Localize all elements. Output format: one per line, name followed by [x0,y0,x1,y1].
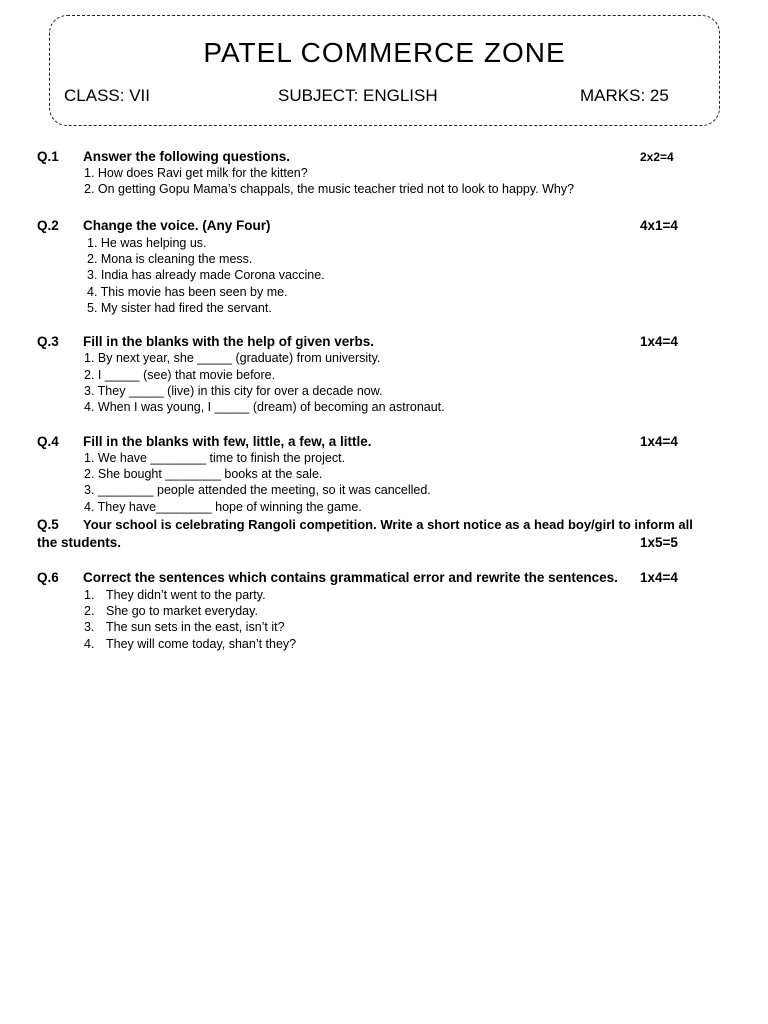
question-instruction: Correct the sentences which contains grammatical error and rewrite the sentences. [83,570,618,585]
question-item: 3. ________ people attended the meeting, so it was cancelled. [84,483,431,497]
question-item: 4. They have________ hope of winning the game. [84,500,362,514]
question-instruction-continued: the students. [37,535,122,550]
question-item: She go to market everyday. [106,604,258,618]
question-instruction: Change the voice. (Any Four) [83,218,271,233]
question-number: Q.4 [37,434,59,449]
question-marks: 2x2=4 [640,150,674,164]
question-item: 4. When I was young, I _____ (dream) of becoming an astronaut. [84,400,445,414]
question-item: 3. They _____ (live) in this city for over a decade now. [84,384,383,398]
question-item: 1. We have ________ time to finish the project. [84,451,346,465]
item-number: 1. [84,588,95,602]
question-instruction: Your school is celebrating Rangoli competition. Write a short notice as a head boy/girl to inform all [83,517,693,532]
question-instruction: Fill in the blanks with few, little, a few, a little. [83,434,372,449]
question-instruction: Fill in the blanks with the help of given verbs. [83,334,375,349]
question-item: 2. I _____ (see) that movie before. [84,368,276,382]
question-marks: 1x4=4 [640,570,678,585]
question-instruction: Answer the following questions. [83,149,291,164]
header-box [49,15,720,126]
page-title: PATEL COMMERCE ZONE [203,37,566,68]
question-item: 1. He was helping us. [87,236,207,250]
question-item: 1. How does Ravi get milk for the kitten? [84,166,308,180]
question-number: Q.5 [37,517,59,532]
question-item: 4. This movie has been seen by me. [87,285,288,299]
question-number: Q.2 [37,218,59,233]
question-item: The sun sets in the east, isn’t it? [106,620,285,634]
question-number: Q.1 [37,149,59,164]
item-number: 4. [84,637,95,651]
question-item: 1. By next year, she _____ (graduate) from university. [84,351,381,365]
subject-label: SUBJECT: ENGLISH [278,86,438,105]
question-marks: 1x4=4 [640,434,678,449]
question-number: Q.3 [37,334,59,349]
question-item: 2. On getting Gopu Mama’s chappals, the music teacher tried not to look to happy. Why? [84,182,575,196]
question-item: 2. She bought ________ books at the sale. [84,467,323,481]
item-number: 2. [84,604,95,618]
question-item: They didn’t went to the party. [106,588,266,602]
class-label: CLASS: VII [64,86,150,105]
question-marks: 4x1=4 [640,218,678,233]
question-number: Q.6 [37,570,59,585]
marks-label: MARKS: 25 [580,86,669,105]
question-marks: 1x5=5 [640,535,678,550]
question-item: 5. My sister had fired the servant. [87,301,272,315]
question-item: 2. Mona is cleaning the mess. [87,252,253,266]
question-marks: 1x4=4 [640,334,678,349]
question-item: They will come today, shan’t they? [106,637,297,651]
item-number: 3. [84,620,95,634]
question-item: 3. India has already made Corona vaccine. [87,268,325,282]
